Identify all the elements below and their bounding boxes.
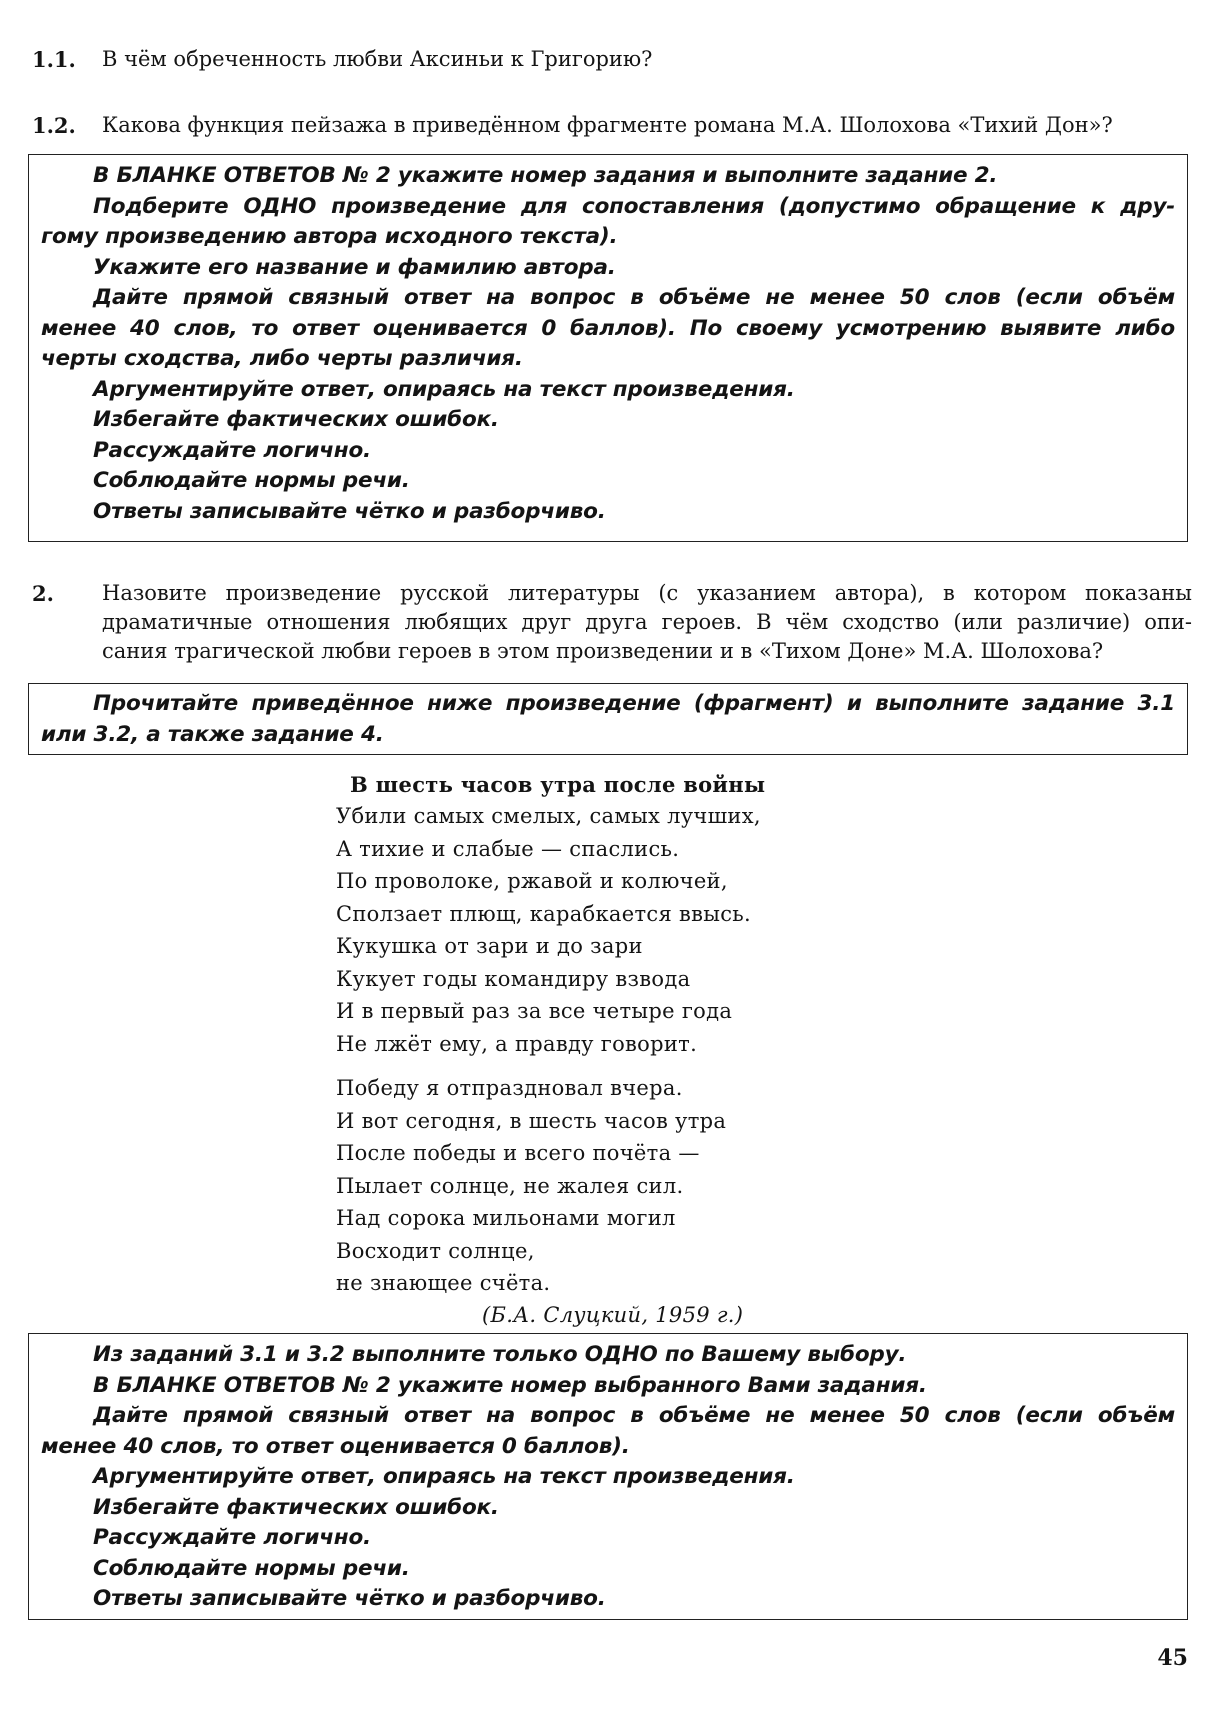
poem-author: (Б.А. Слуцкий, 1959 г.) [482, 1302, 744, 1327]
instruction-line: Избегайте фактических ошибок. [93, 407, 499, 432]
poem-line: Над сорока мильонами могил [336, 1206, 676, 1230]
poem-line: По проволоке, ржавой и колючей, [336, 869, 728, 893]
page-number: 45 [1157, 1645, 1188, 1671]
instruction-line: В БЛАНКЕ ОТВЕТОВ № 2 укажите номер выбранного Вами задания. [93, 1372, 927, 1398]
instruction-line: черты сходства, либо черты различия. [41, 346, 523, 371]
poem-line: И в первый раз за все четыре года [336, 999, 733, 1023]
poem-line: После победы и всего почёта — [336, 1141, 700, 1165]
poem-line: не знающее счёта. [336, 1271, 551, 1295]
instruction-line: Ответы записывайте чётко и разборчиво. [93, 498, 606, 524]
poem-line: Не лжёт ему, а правду говорит. [336, 1031, 698, 1056]
question-text [102, 45, 1192, 74]
instruction-line: Избегайте фактических ошибок. [93, 1494, 499, 1520]
instruction-line: Соблюдайте нормы речи. [93, 468, 410, 493]
instruction-line: Дайте прямой связный ответ на вопрос в объёме не менее 50 слов (если объём [93, 1403, 1175, 1428]
instruction-line: Рассуждайте логично. [93, 1525, 371, 1550]
poem-stanza-2 [336, 1072, 856, 1300]
instruction-line: Ответы записывайте чётко и разборчиво. [93, 1586, 606, 1611]
instruction-line: Укажите его название и фамилию автора. [93, 254, 616, 280]
question-number: 2. [32, 581, 54, 606]
instruction-line: Аргументируйте ответ, опираясь на текст произведения. [93, 1464, 795, 1489]
instruction-line: Дайте прямой связный ответ на вопрос в объёме не менее 50 слов (если объём [93, 285, 1175, 310]
question-number: 1.2. [32, 113, 76, 138]
question-text-line: сания трагической любви героев в этом произведении и в «Тихом Доне» М.А. Шолохова? [102, 639, 1104, 663]
poem-line: А тихие и слабые — спаслись. [336, 836, 680, 861]
instruction-line: гому произведению автора исходного текста). [41, 224, 618, 249]
question-text-line: Назовите произведение русской литературы (с указанием автора), в котором показаны [102, 581, 1192, 605]
instruction-line: Рассуждайте логично. [93, 437, 371, 463]
instruction-box-task-3 [28, 1333, 1188, 1620]
poem-title: В шесть часов утра после войны [350, 772, 766, 797]
instruction-line: Прочитайте приведённое ниже произведение (фрагмент) и выполните задание 3.1 [93, 691, 1175, 716]
poem-line: Пылает солнце, не жалея сил. [336, 1173, 684, 1198]
instruction-line: или 3.2, а также задание 4. [41, 721, 384, 747]
poem [336, 770, 856, 1330]
instruction-box-read [28, 683, 1188, 755]
instruction-box-task-2 [28, 154, 1188, 542]
poem-line: Сползает плющ, карабкается ввысь. [336, 901, 751, 926]
poem-stanza-1 [336, 800, 856, 1060]
poem-line: И вот сегодня, в шесть часов утра [336, 1108, 727, 1133]
question-number: 1.1. [32, 47, 76, 72]
question-text-line: В чём обреченность любви Аксиньи к Григорию? [102, 47, 653, 71]
instruction-line: Из заданий 3.1 и 3.2 выполните только ОДНО по Вашему выбору. [93, 1342, 907, 1367]
instruction-line: Подберите ОДНО произведение для сопоставления (допустимо обращение к дру- [93, 193, 1175, 219]
poem-line: Кукует годы командиру взвода [336, 966, 691, 991]
poem-line: Восходит солнце, [336, 1238, 535, 1263]
poem-line: Победу я отпраздновал вчера. [336, 1076, 683, 1100]
instruction-line: В БЛАНКЕ ОТВЕТОВ № 2 укажите номер задания и выполните задание 2. [93, 163, 998, 188]
question-text-line: драматичные отношения любящих друг друга героев. В чём сходство (или различие) опи- [102, 610, 1192, 634]
instruction-line: менее 40 слов, то ответ оценивается 0 баллов). По своему усмотрению выявите либо [41, 315, 1175, 341]
poem-line: Убили самых смелых, самых лучших, [336, 804, 761, 828]
question-text-line: Какова функция пейзажа в приведённом фрагменте романа М.А. Шолохова «Тихий Дон»? [102, 113, 1113, 137]
instruction-line: Аргументируйте ответ, опираясь на текст произведения. [93, 376, 795, 402]
poem-line: Кукушка от зари и до зари [336, 934, 643, 958]
question-text [102, 579, 1192, 666]
instruction-line: менее 40 слов, то ответ оценивается 0 баллов). [41, 1433, 630, 1459]
instruction-line: Соблюдайте нормы речи. [93, 1555, 410, 1581]
question-text [102, 111, 1192, 140]
